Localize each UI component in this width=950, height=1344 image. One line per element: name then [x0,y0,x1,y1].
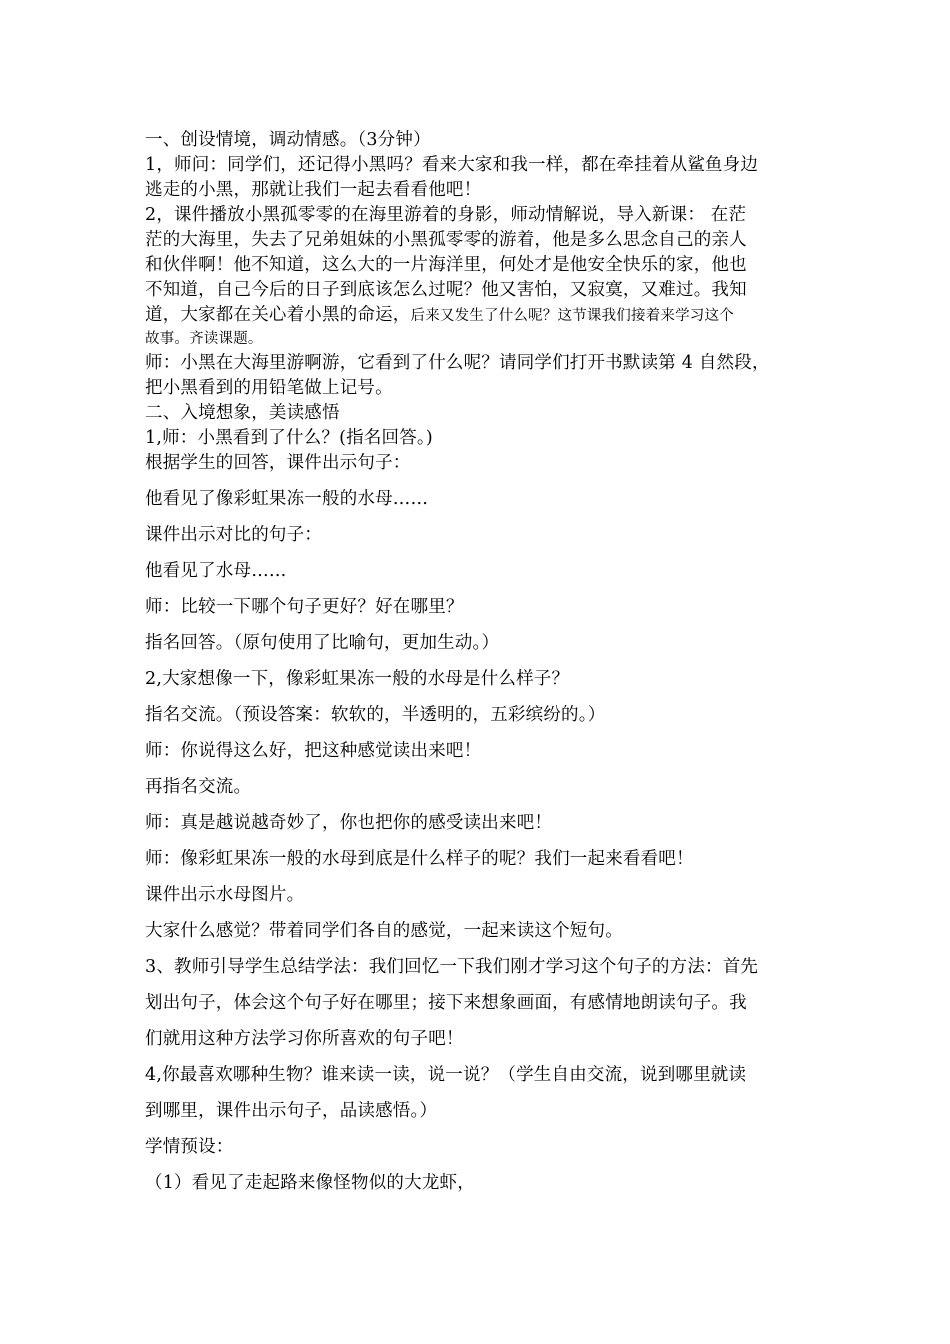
text-line: 2,大家想像一下，像彩虹果冻一般的水母是什么样子？ [145,669,570,689]
section1-heading: 一、创设情境，调动情感。（3分钟） [145,130,431,150]
text-line: 师：真是越说越奇妙了，你也把你的感受读出来吧！ [145,813,553,833]
text-line: （1）看见了走起路来像怪物似的大龙虾， [145,1173,475,1193]
text-line: 划出句子，体会这个句子好在哪里；接下来想象画面，有感情地朗读句子。我 [145,993,747,1013]
text-line: 再指名交流。 [145,777,252,797]
text-line: 茫的大海里，失去了兄弟姐妹的小黑孤零零的游着，他是多么思念自己的亲人 [145,230,747,250]
text-line: 师：比较一下哪个句子更好？好在哪里？ [145,597,464,617]
text-line: 师：像彩虹果冻一般的水母到底是什么样子的呢？我们一起来看看吧！ [145,849,694,869]
text-line: 1，师问：同学们，还记得小黑吗？看来大家和我一样，都在牵挂着从鲨鱼身边 [145,155,759,175]
text-line: 学情预设： [145,1137,234,1157]
text-line: 逃走的小黑，那就让我们一起去看看他吧！ [145,180,482,200]
text-line: 师：小黑在大海里游啊游，它看到了什么呢？请同学们打开书默读第 4 自然段， [145,353,770,373]
text-line: 根据学生的回答，课件出示句子： [145,453,411,473]
text-segment-small: 后来又发生了什么呢？这节课我们接着来学习这个 [410,308,734,324]
text-line: 到哪里，课件出示句子，品读感悟。） [145,1101,438,1121]
text-line: 师：你说得这么好，把这种感觉读出来吧！ [145,741,482,761]
text-line: 大家什么感觉？带着同学们各自的感觉，一起来读这个短句。 [145,921,623,941]
text-line: 故事。齐读课题。 [145,331,263,347]
text-line: 课件出示水母图片。 [145,885,305,905]
text-line: 2，课件播放小黑孤零零的在海里游着的身影，师动情解说，导入新课： 在茫 [145,205,747,225]
text-line: 和伙伴啊！他不知道，这么大的一片海洋里，何处才是他安全快乐的家，他也 [145,255,747,275]
text-line [145,303,734,328]
text-line: 把小黑看到的用铅笔做上记号。 [145,378,393,398]
text-line: 们就用这种方法学习你所喜欢的句子吧！ [145,1029,464,1049]
text-line: 不知道，自己今后的日子到底该怎么过呢？他又害怕，又寂寞，又难过。我知 [145,280,747,300]
text-line: 指名回答。（原句使用了比喻句，更加生动。） [145,633,500,653]
section2-heading: 二、入境想象，美读感悟 [145,403,340,423]
text-line: 课件出示对比的句子： [145,525,322,545]
text-line: 3、教师引导学生总结学法：我们回忆一下我们刚才学习这个句子的方法：首先 [145,957,759,977]
text-line: 4,你最喜欢哪种生物？谁来读一读，说一说？（学生自由交流，说到哪里就读 [145,1065,747,1085]
text-segment: 道，大家都在关心着小黑的命运， [145,305,411,325]
text-line: 他看见了像彩虹果冻一般的水母…… [145,489,429,509]
text-line: 指名交流。（预设答案：软软的，半透明的，五彩缤纷的。） [145,705,606,725]
text-line: 他看见了水母…… [145,561,287,581]
text-line: 1,师：小黑看到了什么？(指名回答。) [145,428,433,448]
